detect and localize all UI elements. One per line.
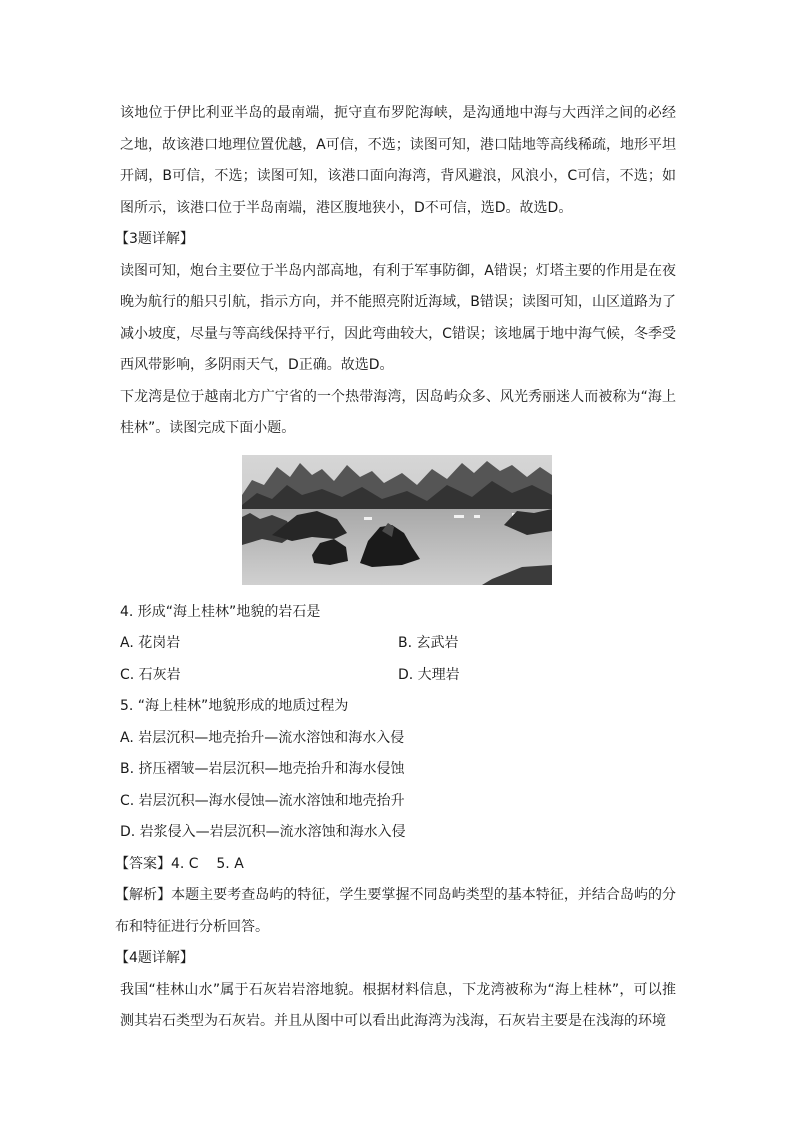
q4-option-c: C. 石灰岩 xyxy=(120,666,181,683)
explanation-paragraph-2: 该地位于伊比利亚半岛的最南端，扼守直布罗陀海峡，是沟通地中海与大西洋之间的必经之地，故该港口地理位置优越，A可信，不选；读图可知，港口陆地等高线稀疏，地形平坦开阔，B可信，不选；读图可知，该港口面向海湾，背风避浪，风浪小，C可信，不选；如图所示，该港口位于半岛南端，港区腹地狭小，D不可信，选D。故选D。 xyxy=(120,105,676,216)
q5-option-d: D. 岩浆侵入—岩层沉积—流水溶蚀和海水入侵 xyxy=(120,824,406,840)
question-5-stem: 5. “海上桂林”地貌形成的地质过程为 xyxy=(120,698,349,714)
answer-line: 【答案】4. C 5. A xyxy=(115,855,244,872)
q5-option-b: B. 挤压褶皱—岩层沉积—地壳抬升和海水侵蚀 xyxy=(120,761,405,777)
halong-bay-photo xyxy=(242,455,552,585)
explanation-paragraph-3: 读图可知，炮台主要位于半岛内部高地，有利于军事防御，A错误；灯塔主要的作用是在夜晚为航行的船只引航，指示方向，并不能照亮附近海域，B错误；读图可知，山区道路为了减小坡度，尽量与等高线保持平行，因此弯曲较大，C错误；该地属于地中海气候，冬季受西风带影响，多阴雨天气，D正确。故选D。 xyxy=(120,262,676,373)
content-body xyxy=(115,98,676,1038)
analysis-paragraph: 【解析】本题主要考查岛屿的特征，学生要掌握不同岛屿类型的基本特征，并结合岛屿的分布和特征进行分析回答。 xyxy=(115,887,676,935)
section-heading-q3: 【3题详解】 xyxy=(115,231,194,247)
question-4-stem: 4. 形成“海上桂林”地貌的岩石是 xyxy=(120,603,321,620)
halong-bay-image xyxy=(242,455,552,585)
explanation-paragraph-4: 我国“桂林山水”属于石灰岩岩溶地貌。根据材料信息，下龙湾被称为“海上桂林”，可以推测其岩石类型为石灰岩。并且从图中可以看出此海湾为浅海，石灰岩主要是在浅海的环境 xyxy=(120,981,676,1029)
q5-option-c: C. 岩层沉积—海水侵蚀—流水溶蚀和地壳抬升 xyxy=(120,792,405,809)
q4-option-a: A. 花岗岩 xyxy=(120,635,181,651)
question-intro: 下龙湾是位于越南北方广宁省的一个热带海湾，因岛屿众多、风光秀丽迷人而被称为“海上桂林”。读图完成下面小题。 xyxy=(120,388,676,436)
section-heading-q4: 【4题详解】 xyxy=(115,950,194,966)
q5-option-a: A. 岩层沉积—地壳抬升—流水溶蚀和海水入侵 xyxy=(120,729,405,746)
question-4-options-row-2 xyxy=(120,660,676,692)
q4-option-b: B. 玄武岩 xyxy=(398,635,459,651)
q4-option-d: D. 大理岩 xyxy=(398,666,460,683)
question-4-options-row-1 xyxy=(120,628,676,660)
